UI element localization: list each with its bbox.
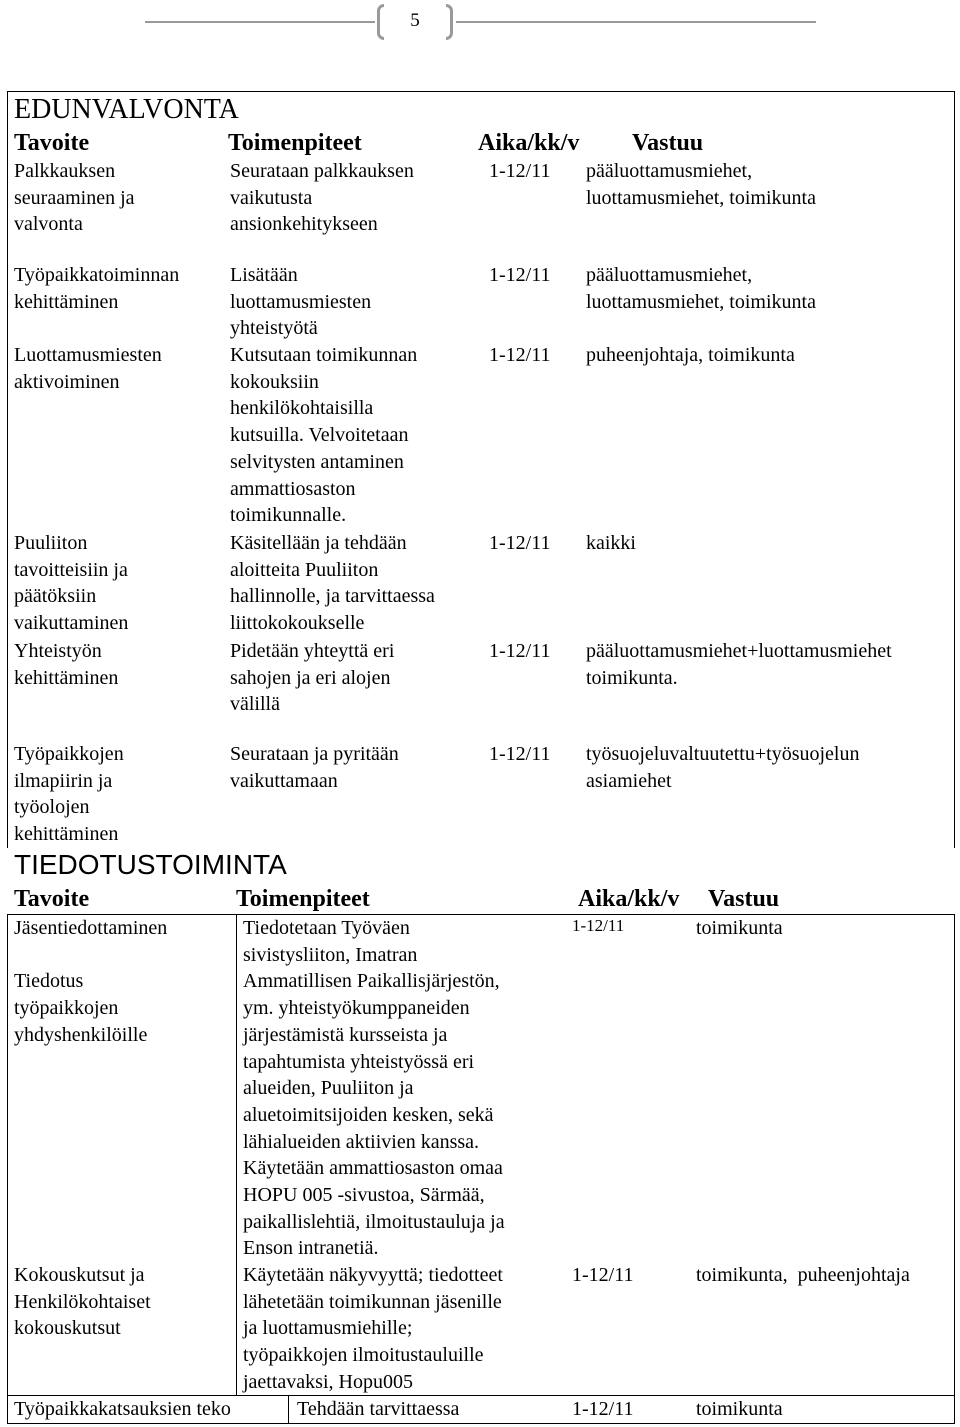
tavoite-cell: Työpaikkatoiminnan kehittäminen xyxy=(14,264,180,313)
header-rule-left xyxy=(145,21,375,23)
page-number-bracket-left xyxy=(377,4,384,40)
header-rule-right xyxy=(456,21,816,23)
edunvalvonta-title: EDUNVALVONTA xyxy=(14,94,239,125)
edunvalvonta-header-toimenpiteet: Toimenpiteet xyxy=(228,130,362,156)
edunvalvonta-header-vastuu: Vastuu xyxy=(632,130,704,156)
vastuu-cell: toimikunta xyxy=(696,917,783,939)
toimenpiteet-cell: Kutsutaan toimikunnan kokouksiin henkilökohtaisilla kutsuilla. Velvoitetaan selvitysten antaminen ammattiosaston toimikunnalle. xyxy=(230,344,418,527)
tavoite-cell: Luottamusmiesten aktivoiminen xyxy=(14,344,162,393)
aika-cell: 1-12/11 xyxy=(572,1264,634,1286)
tavoite-cell: Työpaikkojen ilmapiirin ja työolojen kehittäminen xyxy=(14,743,124,846)
aika-cell: 1-12/11 xyxy=(489,264,551,286)
tiedotus-table-right-border xyxy=(954,914,955,1423)
toimenpiteet-cell: Seurataan palkkauksen vaikutusta ansionkehitykseen xyxy=(230,160,414,236)
edunvalvonta-header-tavoite: Tavoite xyxy=(14,130,90,156)
aika-cell: 1-12/11 xyxy=(489,532,551,554)
tiedotustoiminta-title: TIEDOTUSTOIMINTA xyxy=(14,849,287,880)
aika-cell: 1-12/11 xyxy=(572,916,625,935)
toimenpiteet-cell: Käytetään näkyvyyttä; tiedotteet lähetetään toimikunnan jäsenille ja luottamusmiehille; työpaikkojen ilmoitustauluille jaettavaksi, Hopu005 xyxy=(243,1264,503,1393)
tiedotus-table-col-divider xyxy=(236,914,237,1395)
tavoite-cell: Jäsentiedottaminen Tiedotus työpaikkojen yhdyshenkilöille xyxy=(14,917,168,1046)
toimenpiteet-cell: Tiedotetaan Työväen sivistysliiton, Imatran Ammatillisen Paikallisjärjestön, ym. yhteistyökumppaneiden järjestämistä kursseista ja tapahtumista yhteistyössä eri alueiden, Puuliiton ja aluetoimitsijoiden kesken, sekä lähialueiden aktiivien kanssa. Käytetään ammattiosaston omaa HOPU 005 -sivustoa, Särmää, paikallislehtiä, ilmoitustauluja ja Enson intranetiä. xyxy=(243,917,505,1260)
tiedotustoiminta-header-tavoite: Tavoite xyxy=(14,886,90,912)
vastuu-cell: pääluottamusmiehet, luottamusmiehet, toimikunta xyxy=(586,264,816,313)
tavoite-cell: Työpaikkakatsauksien teko xyxy=(14,1398,231,1420)
tiedotus-table-last-row-divider xyxy=(288,1395,289,1423)
toimenpiteet-cell: Pidetään yhteyttä eri sahojen ja eri alojen välillä xyxy=(230,640,395,716)
toimenpiteet-cell: Seurataan ja pyritään vaikuttamaan xyxy=(230,743,399,792)
vastuu-cell: pääluottamusmiehet, luottamusmiehet, toimikunta xyxy=(586,160,816,209)
vastuu-cell: työsuojeluvaltuutettu+työsuojelun asiamiehet xyxy=(586,743,860,792)
tiedotustoiminta-header-aika: Aika/kk/v xyxy=(578,886,680,912)
toimenpiteet-cell: Käsitellään ja tehdään aloitteita Puuliiton hallinnolle, ja tarvittaessa liittokokoukselle xyxy=(230,532,435,635)
tiedotus-table-left-border xyxy=(7,914,8,1423)
edunvalvonta-border-top xyxy=(7,91,955,92)
vastuu-cell: toimikunta xyxy=(696,1398,783,1420)
vastuu-cell: toimikunta, puheenjohtaja xyxy=(696,1264,910,1286)
aika-cell: 1-12/11 xyxy=(489,640,551,662)
aika-cell: 1-12/11 xyxy=(489,160,551,182)
tiedotustoiminta-header-vastuu: Vastuu xyxy=(708,886,780,912)
tavoite-cell: Yhteistyön kehittäminen xyxy=(14,640,119,689)
edunvalvonta-border-left xyxy=(7,91,8,848)
vastuu-cell: puheenjohtaja, toimikunta xyxy=(586,344,795,366)
toimenpiteet-cell: Tehdään tarvittaessa xyxy=(297,1398,460,1420)
toimenpiteet-cell: Lisätään luottamusmiesten yhteistyötä xyxy=(230,264,372,340)
tavoite-cell: Kokouskutsut ja Henkilökohtaiset kokouskutsut xyxy=(14,1264,151,1340)
tiedotustoiminta-header-toimenpiteet: Toimenpiteet xyxy=(236,886,370,912)
aika-cell: 1-12/11 xyxy=(489,344,551,366)
aika-cell: 1-12/11 xyxy=(572,1398,634,1420)
vastuu-cell: pääluottamusmiehet+luottamusmiehet toimikunta. xyxy=(586,640,892,689)
page-number-bracket-right xyxy=(446,4,453,40)
vastuu-cell: kaikki xyxy=(586,532,636,554)
edunvalvonta-border-right xyxy=(954,91,955,848)
tavoite-cell: Palkkauksen seuraaminen ja valvonta xyxy=(14,160,135,236)
tiedotus-table-bottom-border xyxy=(7,1423,955,1424)
page-number: 5 xyxy=(410,10,420,31)
edunvalvonta-header-aika: Aika/kk/v xyxy=(478,130,580,156)
tavoite-cell: Puuliiton tavoitteisiin ja päätöksiin vaikuttaminen xyxy=(14,532,129,635)
aika-cell: 1-12/11 xyxy=(489,743,551,765)
